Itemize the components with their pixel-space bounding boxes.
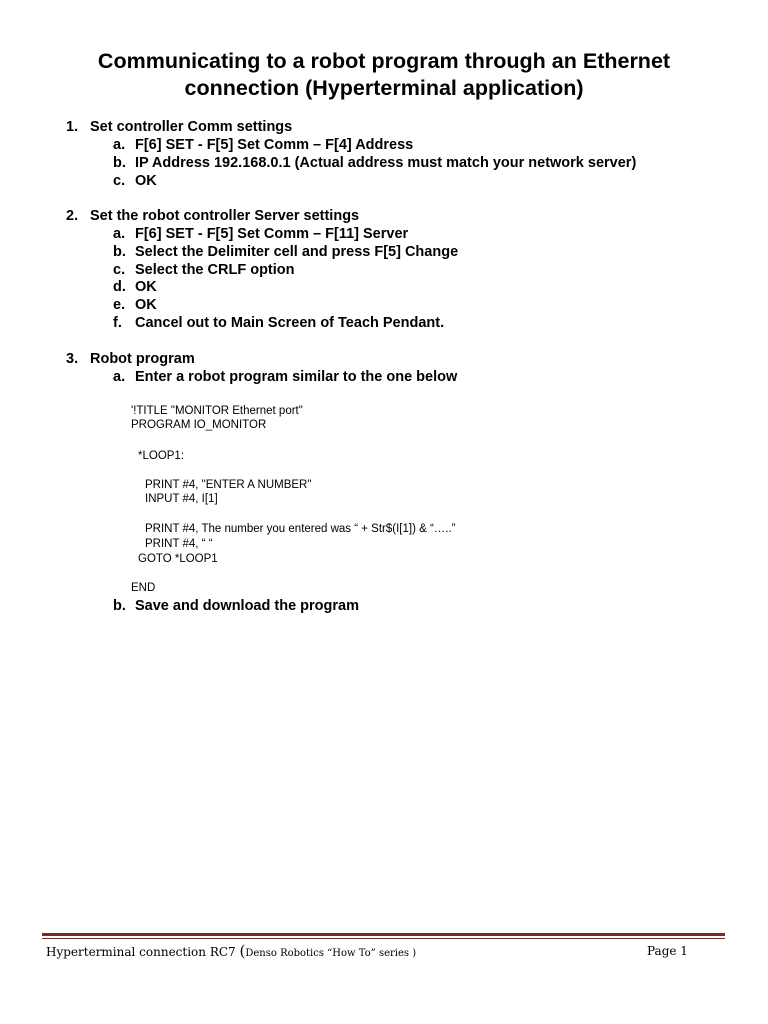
title-line-2: connection (Hyperterminal application) bbox=[184, 76, 584, 100]
code-line-1: '!TITLE "MONITOR Ethernet port" bbox=[131, 405, 303, 417]
footer-title: Hyperterminal connection RC7 bbox=[46, 945, 240, 959]
section-2-item-b: b. Select the Delimiter cell and press F[5] Change bbox=[113, 244, 459, 260]
section-1-number: 1. bbox=[66, 119, 79, 135]
section-1-heading-text: Set controller Comm settings bbox=[90, 119, 293, 135]
footer-rule-thin bbox=[42, 938, 725, 939]
code-line-6: PRINT #4, The number you entered was “ + Str$(I[1]) & “…..” bbox=[145, 523, 456, 535]
section-1-heading bbox=[66, 118, 292, 136]
page-number: Page 1 bbox=[647, 944, 688, 958]
title-line-1: Communicating to a robot program through an Ethernet bbox=[97, 49, 671, 73]
section-3-heading-text: Robot program bbox=[90, 351, 195, 367]
section-2-heading-text: Set the robot controller Server settings bbox=[90, 208, 360, 224]
code-line-8: GOTO *LOOP1 bbox=[138, 553, 218, 565]
code-line-9: END bbox=[131, 582, 156, 594]
footer-series: Denso Robotics “How To” series ) bbox=[245, 948, 417, 959]
section-3-number: 3. bbox=[66, 351, 79, 367]
section-2-item-c: c. Select the CRLF option bbox=[113, 262, 295, 278]
section-3-item-a: a. Enter a robot program similar to the one below bbox=[113, 369, 458, 385]
section-1-item-c: c. OK bbox=[113, 173, 157, 189]
section-2-item-e: e. OK bbox=[113, 297, 157, 313]
section-1-item-a: a. F[6] SET - F[5] Set Comm – F[4] Address bbox=[113, 137, 414, 153]
section-2-item-d: d. OK bbox=[113, 279, 157, 295]
code-line-3: *LOOP1: bbox=[138, 450, 185, 462]
footer-rule-thick bbox=[42, 933, 725, 936]
code-line-4: PRINT #4, "ENTER A NUMBER" bbox=[145, 479, 312, 491]
document-title bbox=[40, 48, 728, 102]
code-line-2: PROGRAM IO_MONITOR bbox=[131, 419, 267, 431]
section-1-item-b: b. IP Address 192.168.0.1 (Actual address must match your network server) bbox=[113, 155, 637, 171]
section-2-number: 2. bbox=[66, 208, 79, 224]
section-2-item-a: a. F[6] SET - F[5] Set Comm – F[11] Server bbox=[113, 226, 409, 242]
section-2-item-f: f. Cancel out to Main Screen of Teach Pendant. bbox=[113, 315, 445, 331]
section-3-heading bbox=[66, 350, 195, 368]
footer-paren: ( bbox=[239, 942, 246, 960]
code-line-5: INPUT #4, I[1] bbox=[145, 493, 218, 505]
section-3-item-b: b. Save and download the program bbox=[113, 598, 359, 614]
section-2-heading bbox=[66, 207, 359, 225]
footer-document-label bbox=[46, 943, 416, 962]
code-line-7: PRINT #4, “ “ bbox=[145, 538, 213, 550]
